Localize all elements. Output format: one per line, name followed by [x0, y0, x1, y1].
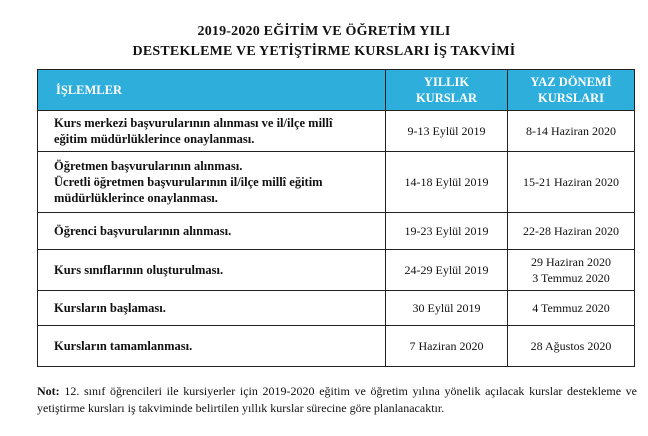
yaz-date: 8-14 Haziran 2020	[526, 124, 616, 138]
islem-text: Kursların başlaması.	[54, 301, 166, 315]
table-row	[38, 152, 635, 213]
islem-text: Öğretmen başvurularının alınması.	[54, 159, 243, 173]
yaz-date: 15-21 Haziran 2020	[523, 175, 619, 189]
islem-text: eğitim müdürlüklerince onaylanması.	[54, 132, 255, 146]
yillik-date: 19-23 Eylül 2019	[404, 224, 489, 238]
yillik-date: 14-18 Eylül 2019	[404, 175, 489, 189]
header-yillik-kurslar	[386, 70, 508, 111]
islem-cell	[38, 152, 386, 213]
note-text: 12. sınıf öğrencileri ile kursiyerler için 2019-2020 eğitim ve öğretim yılına yönelik açılacak kurslar destekleme ve yetiştirme kursları iş takviminde belirtilen yıllık kurslar sürecine göre planlanacaktır.	[37, 384, 637, 415]
title-line-1: 2019-2020 EĞİTİM VE ÖĞRETİM YILI	[197, 24, 451, 39]
yaz-date-cell	[508, 250, 635, 291]
yaz-date: 28 Ağustos 2020	[530, 339, 612, 353]
yillik-date-cell	[386, 326, 508, 367]
yillik-date: 9-13 Eylül 2019	[407, 124, 486, 138]
table-row	[38, 291, 635, 326]
yaz-date: 3 Temmuz 2020	[532, 271, 610, 285]
islem-text: Kurs sınıflarının oluşturulması.	[54, 263, 224, 277]
islem-cell	[38, 250, 386, 291]
islem-cell	[38, 213, 386, 250]
document-title	[0, 22, 648, 62]
table-row	[38, 250, 635, 291]
yillik-date: 24-29 Eylül 2019	[404, 263, 489, 277]
yaz-date-cell	[508, 152, 635, 213]
yaz-date-cell	[508, 326, 635, 367]
yaz-date-cell	[508, 291, 635, 326]
yillik-date-cell	[386, 111, 508, 152]
islem-cell	[38, 326, 386, 367]
header-yaz-line-1: YAZ DÖNEMİ	[530, 75, 612, 89]
table-row	[38, 111, 635, 152]
header-yaz-line-2: KURSLARI	[538, 91, 604, 105]
header-yaz-donemi-kurslari	[508, 70, 635, 111]
yillik-date: 7 Haziran 2020	[409, 339, 484, 353]
footnote	[37, 383, 637, 417]
islem-text: Öğrenci başvurularının alınması.	[54, 224, 232, 238]
yaz-date: 4 Temmuz 2020	[532, 301, 610, 315]
yillik-date: 30 Eylül 2019	[412, 301, 481, 315]
header-islemler: İŞLEMLER	[38, 70, 386, 111]
yillik-date-cell	[386, 152, 508, 213]
yillik-date-cell	[386, 213, 508, 250]
yaz-date-cell	[508, 213, 635, 250]
note-label: Not:	[37, 384, 60, 398]
islem-text: Ücretli öğretmen başvurularının il/ilçe millî eğitim	[54, 175, 323, 189]
header-yillik-line-2: KURSLAR	[415, 91, 478, 105]
islem-text: müdürlüklerince onaylanması.	[54, 191, 218, 205]
islem-cell	[38, 111, 386, 152]
table-header-row	[38, 70, 635, 111]
yillik-date-cell	[386, 291, 508, 326]
islem-cell	[38, 291, 386, 326]
header-yillik-line-1: YILLIK	[423, 75, 470, 89]
islem-text: Kurs merkezi başvurularının alınması ve il/ilçe millî	[54, 116, 333, 130]
table-row	[38, 326, 635, 367]
yaz-date-cell	[508, 111, 635, 152]
yillik-date-cell	[386, 250, 508, 291]
yaz-date: 29 Haziran 2020	[531, 255, 611, 269]
schedule-table	[37, 69, 635, 367]
table-row	[38, 213, 635, 250]
yaz-date: 22-28 Haziran 2020	[523, 224, 619, 238]
title-line-2: DESTEKLEME VE YETİŞTİRME KURSLARI İŞ TAKVİMİ	[132, 44, 516, 59]
islem-text: Kursların tamamlanması.	[54, 339, 193, 353]
